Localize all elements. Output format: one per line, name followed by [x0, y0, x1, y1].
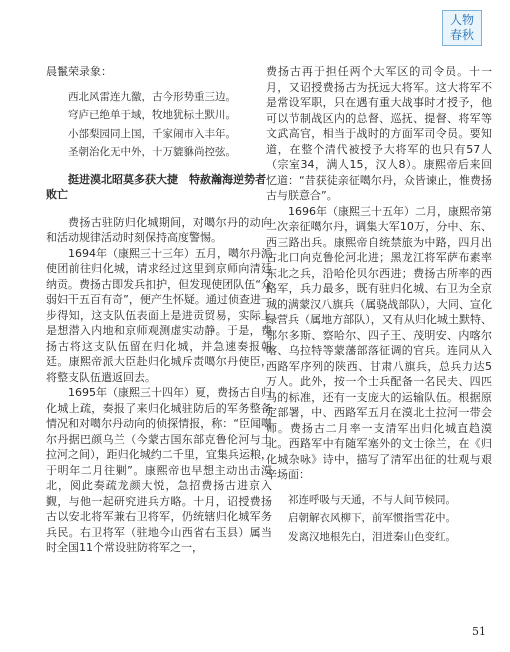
poem-2-line-2: 启朝解衣风柳下，前军惯指雪花中。 — [288, 512, 456, 524]
right-paragraph-1: 费扬古再于担任两个大军区的司令员。十一月，又诏授费扬古为抚远大将军。这大将军不是常设军职，只在遇有重大战事时才授予，他可以节制战区内的总督、巡抚、提督、将军等文武高官，相当于战时的方面军司令员。要知道，在整个清代被授予大将军的也只有57人（宗室34，满人15，汉人8）。康熙帝后来回忆道：“昔获徒亲征噶尔丹，众皆谏止，惟费扬古与朕意合”。 — [266, 65, 492, 202]
poem-1 — [46, 88, 272, 162]
poem-1-line-1: 西北风雷连九徼，古今形势重三边。 — [68, 90, 236, 103]
section-tag-line1: 人物 — [449, 13, 474, 27]
intro-line: 晨鬣荣录象： — [46, 65, 112, 78]
section-tag — [442, 10, 482, 46]
right-paragraph-2: 1696年（康熙三十五年）二月，康熙帝第二次亲征噶尔丹，调集大军10万，分中、东、西三路出兵。康熙帝自统禁旅为中路，四月出古北口向克鲁伦河北进；黑龙江将军萨布素率东北之兵，沿哈伦贝尔西进；费扬古所率的西路军，兵力最多，既有驻归化城、右卫为全京城的满蒙汉八旗兵（属骁战部队），大同、宣化绿营兵（属地方部队），又有从归化城土默特、鄂尔多斯、察哈尔、四子王、茂明安、内喀尔喀、乌拉特等蒙藩部落征调的官兵。连同从入西路军序列的陕西、甘肃八旗兵，总兵力达5万人。此外，按一个士兵配备一名民夫、四匹马的标准，还有一支庞大的运输队伍。根据原定部署，中、西路军五月在漠北土拉河一带会师。费扬古二月率一支清军出归化城直趋漠北。西路军中有随军塞外的文士徐兰，在《归化城杂咏》诗中，描写了清军出征的壮观与艰辛场面： — [266, 204, 492, 481]
poem-1-line-4: 圣朝治化无中外，十万貔貅尚控弦。 — [68, 146, 236, 158]
page-number: 51 — [472, 625, 486, 638]
left-paragraph-2: 1694年（康熙三十三年）五月，噶尔丹派使团前往归化城，请求经过这里到京师向清廷纳贡。费扬古即发兵扣护，但发现使团队伍“众弱妇干五百有奇”，便产生怀疑。通过侦查进一步得知，这支队伍表面上是进贡贸易，实际上是想潜入内地和京师观测虚实动静。于是，费扬古将这支队伍留在归化城，并急速奏报朝廷。康熙帝派大臣赴归化城斥责噶尔丹使臣，将整支队伍遣返回去。 — [46, 246, 272, 384]
section-heading: 挺进漠北昭莫多获大捷 特赦瀚海逆势者败亡 — [46, 172, 266, 201]
left-paragraph-3: 1695年（康熙三十四年）夏，费扬古自归化城上疏，奏报了来归化城驻防后的军务整备情况和对噶尔丹动向的侦探情报，称：“臣闻噶尔丹据巴颜乌兰（今蒙古国东部克鲁伦河与土拉河之间），距归化城约二千里，宜集兵运粮，于明年二月往剿”。康熙帝也早想主动出击漠北，阅此奏疏龙颜大悦，急招费扬古进京入觐，与他一起研究进兵方略。十月，诏授费扬古以安北将军兼右卫将军，仍统辖归化城军务兵民。右卫将军（驻地今山西省右玉县）属当时全国11个常设驻防将军之一， — [46, 386, 272, 554]
poem-1-line-3: 小部梨园同上国，千家闹市入丰年。 — [68, 127, 236, 140]
poem-1-line-2: 穹庐已绝单于域，牧地犹标土默川。 — [68, 109, 236, 121]
poem-2 — [266, 491, 492, 547]
poem-2-line-1: 祁连呼吸与天通，不与人间节候同。 — [288, 493, 456, 506]
poem-2-line-3: 发离汉地根先白，泪迸秦山色变红。 — [288, 530, 456, 543]
left-column — [46, 64, 272, 556]
left-paragraph-1: 费扬古驻防归化城期间，对噶尔丹的动向和活动规律活动时刻保持高度警惕。 — [46, 215, 272, 244]
section-tag-line2: 春秋 — [449, 28, 474, 42]
right-column — [266, 64, 492, 552]
